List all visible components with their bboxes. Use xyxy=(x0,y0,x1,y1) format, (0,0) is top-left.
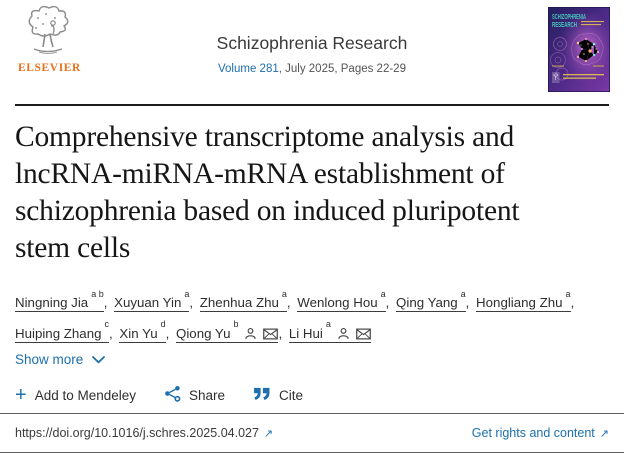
share-button[interactable] xyxy=(164,385,225,405)
article-title-line: stem cells xyxy=(15,232,131,264)
cover-title-line2: RESEARCH xyxy=(552,22,577,29)
share-label: Share xyxy=(189,387,226,403)
header-divider xyxy=(15,104,609,106)
journal-title-link[interactable]: Schizophrenia Research xyxy=(216,33,408,53)
show-more-button[interactable] xyxy=(15,352,105,367)
article-title-line: lncRNA-miRNA-mRNA establishment of xyxy=(15,158,505,190)
author-separator: , xyxy=(465,295,474,311)
article-title xyxy=(15,119,615,267)
author-link[interactable]: Xin Yu$^d$ xyxy=(119,319,166,341)
author-link[interactable]: Xuyuan Yin$^a$ xyxy=(114,289,190,311)
author-separator: , xyxy=(103,295,112,311)
author-separator: , xyxy=(570,295,575,311)
author-affiliation-sup: a xyxy=(380,289,386,299)
elsevier-wordmark: ELSEVIER xyxy=(18,62,81,74)
article-title-line: schizophrenia based on induced pluripotent xyxy=(15,195,520,227)
footer-rule-bottom xyxy=(0,452,624,453)
author-link[interactable]: Zhenhua Zhu$^a$ xyxy=(199,289,287,311)
add-to-mendeley-label: Add to Mendeley xyxy=(34,387,137,403)
article-title-line: Comprehensive transcriptome analysis and xyxy=(15,121,515,153)
footer-bar xyxy=(15,414,609,452)
author-affiliation-sup: a b xyxy=(91,289,104,299)
author-link[interactable]: Wenlong Hou$^a$ xyxy=(297,289,386,311)
author-affiliation-sup: b xyxy=(233,319,239,330)
rights-label: Get rights and content xyxy=(471,426,595,440)
author-affiliation-sup: d xyxy=(160,319,166,330)
author-link[interactable]: Hongliang Zhu$^a$ xyxy=(476,289,571,311)
show-more-label: Show more xyxy=(15,352,84,367)
author-separator: , xyxy=(109,325,117,341)
author-separator: , xyxy=(278,325,286,341)
author-affiliation-sup: a xyxy=(460,289,466,299)
author-link[interactable]: Qiong Yu$^b$ xyxy=(176,316,278,346)
author-link[interactable]: Ningning Jia$^{a b}$ xyxy=(15,289,104,311)
author-profile-icon[interactable] xyxy=(331,326,350,341)
issue-line xyxy=(0,63,624,75)
author-link[interactable]: Huiping Zhang$^c$ xyxy=(15,319,109,341)
doi-text: https://doi.org/10.1016/j.schres.2025.04.027 xyxy=(15,426,259,440)
journal-block xyxy=(0,33,624,75)
external-link-icon: ↗ xyxy=(263,428,274,440)
external-link-icon: ↗ xyxy=(599,428,609,440)
author-list xyxy=(15,286,621,347)
author-profile-icon[interactable] xyxy=(238,326,257,341)
author-affiliation-sup: a xyxy=(565,289,571,299)
author-email-icon[interactable] xyxy=(350,326,371,341)
author-email-icon[interactable] xyxy=(257,326,278,341)
cover-title-line1: SCHIZOPHRENIA xyxy=(552,14,586,21)
author-affiliation-sup: c xyxy=(104,319,109,330)
cite-label: Cite xyxy=(279,387,304,403)
author-affiliation-sup: a xyxy=(281,289,287,299)
chevron-down-icon xyxy=(92,352,105,367)
doi-link[interactable] xyxy=(15,426,273,440)
author-separator: , xyxy=(165,325,173,341)
add-to-mendeley-button[interactable] xyxy=(15,386,136,404)
author-link[interactable]: Qing Yang$^a$ xyxy=(396,289,466,311)
plus-icon: + xyxy=(15,384,27,406)
action-bar xyxy=(15,384,303,406)
author-affiliation-sup: a xyxy=(184,289,190,299)
cite-button[interactable] xyxy=(253,387,303,404)
get-rights-link[interactable] xyxy=(472,426,609,440)
author-affiliation-sup: a xyxy=(325,319,331,330)
issue-text: , July 2025, Pages 22-29 xyxy=(278,63,406,75)
author-separator: , xyxy=(286,295,295,311)
author-separator: , xyxy=(189,295,197,311)
volume-link[interactable]: Volume 281 xyxy=(218,63,279,75)
share-nodes-icon xyxy=(164,385,181,405)
author-link[interactable]: Li Hui$^a$ xyxy=(289,316,371,346)
author-separator: , xyxy=(385,295,394,311)
cite-quote-icon xyxy=(253,387,271,404)
journal-cover-image[interactable] xyxy=(548,7,610,92)
